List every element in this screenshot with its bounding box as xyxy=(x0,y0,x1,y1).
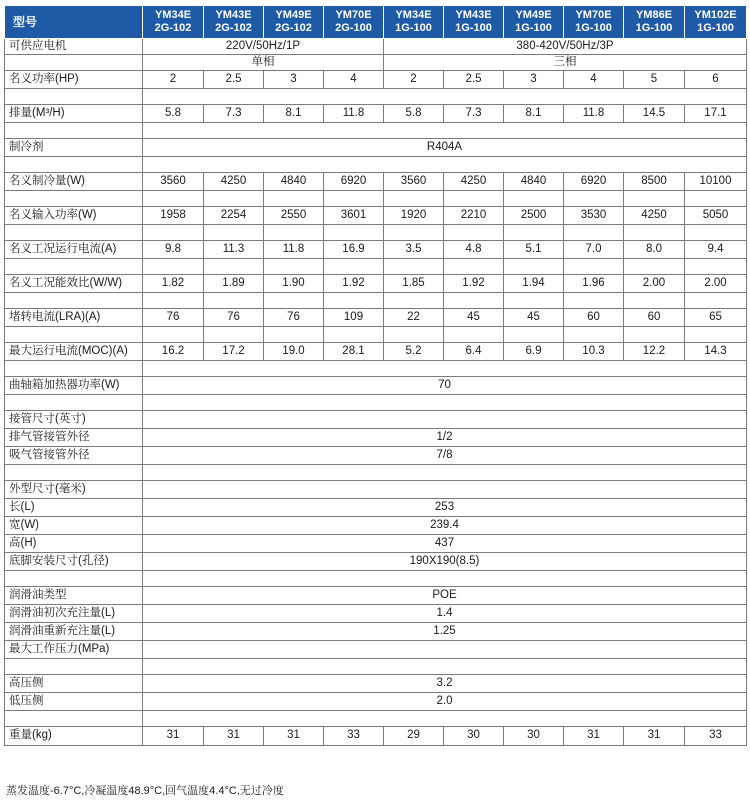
blank-row xyxy=(5,157,747,173)
blank-row xyxy=(5,191,747,207)
value-cell: 45 xyxy=(444,309,504,327)
value-cell: 2 xyxy=(143,71,204,89)
value-cell: 33 xyxy=(324,727,384,746)
value-cell: 76 xyxy=(204,309,264,327)
high-side-value: 3.2 xyxy=(143,675,747,693)
table-row xyxy=(5,535,747,553)
table-row xyxy=(5,377,747,395)
value-cell: 31 xyxy=(143,727,204,746)
value-cell: 31 xyxy=(624,727,685,746)
value-cell: 16.2 xyxy=(143,343,204,361)
three-phase: 三相 xyxy=(384,55,747,71)
blank-row xyxy=(5,395,747,411)
value-cell: 7.3 xyxy=(204,105,264,123)
row-label: 排气管接管外径 xyxy=(5,429,143,447)
width-value: 239.4 xyxy=(143,517,747,535)
value-cell: 22 xyxy=(384,309,444,327)
row-label: 低压侧 xyxy=(5,693,143,711)
model-header: YM49E 1G-100 xyxy=(504,6,564,39)
value-cell: 1.85 xyxy=(384,275,444,293)
single-phase: 单相 xyxy=(143,55,384,71)
spec-sheet xyxy=(4,5,746,746)
blank-row xyxy=(5,89,747,105)
value-cell: 2500 xyxy=(504,207,564,225)
spec-table xyxy=(4,5,747,746)
value-cell: 14.3 xyxy=(685,343,747,361)
model-header: YM43E 2G-102 xyxy=(204,6,264,39)
table-row xyxy=(5,727,747,746)
row-label: 名义功率(HP) xyxy=(5,71,143,89)
row-label: 可供应电机 xyxy=(5,39,143,55)
value-cell: 11.3 xyxy=(204,241,264,259)
oil-recharge-value: 1.25 xyxy=(143,623,747,641)
value-cell: 8.1 xyxy=(264,105,324,123)
row-label: 润滑油初次充注量(L) xyxy=(5,605,143,623)
row-label: 堵转电流(LRA)(A) xyxy=(5,309,143,327)
value-cell: 11.8 xyxy=(564,105,624,123)
oil-initial-value: 1.4 xyxy=(143,605,747,623)
value-cell: 31 xyxy=(204,727,264,746)
value-cell: 4250 xyxy=(444,173,504,191)
row-label: 宽(W) xyxy=(5,517,143,535)
value-cell: 60 xyxy=(624,309,685,327)
table-row xyxy=(5,553,747,571)
value-cell: 2.00 xyxy=(624,275,685,293)
value-cell: 4840 xyxy=(504,173,564,191)
table-row xyxy=(5,481,747,499)
row-label: 润滑油重新充注量(L) xyxy=(5,623,143,641)
model-header: YM43E 1G-100 xyxy=(444,6,504,39)
blank-row xyxy=(5,225,747,241)
value-cell: 31 xyxy=(564,727,624,746)
value-cell: 2.00 xyxy=(685,275,747,293)
length-value: 253 xyxy=(143,499,747,517)
row-label: 名义输入功率(W) xyxy=(5,207,143,225)
value-cell: 8.1 xyxy=(504,105,564,123)
value-cell: 19.0 xyxy=(264,343,324,361)
value-cell: 10.3 xyxy=(564,343,624,361)
value-cell: 30 xyxy=(444,727,504,746)
heater-value: 70 xyxy=(143,377,747,395)
table-row xyxy=(5,517,747,535)
power-voltage-row xyxy=(5,39,747,55)
table-row xyxy=(5,275,747,293)
value-cell: 1.92 xyxy=(324,275,384,293)
section-label: 外型尺寸(毫米) xyxy=(5,481,143,499)
value-cell: 4250 xyxy=(204,173,264,191)
row-label: 吸气管接管外径 xyxy=(5,447,143,465)
value-cell: 33 xyxy=(685,727,747,746)
table-row xyxy=(5,429,747,447)
value-cell: 1.82 xyxy=(143,275,204,293)
spacer-cell xyxy=(5,55,143,71)
value-cell: 76 xyxy=(264,309,324,327)
table-row xyxy=(5,173,747,191)
table-row xyxy=(5,499,747,517)
value-cell: 2550 xyxy=(264,207,324,225)
value-cell: 3560 xyxy=(143,173,204,191)
low-side-value: 2.0 xyxy=(143,693,747,711)
value-cell: 60 xyxy=(564,309,624,327)
value-cell: 5.1 xyxy=(504,241,564,259)
blank-row xyxy=(5,293,747,309)
blank-row xyxy=(5,259,747,275)
value-cell: 7.0 xyxy=(564,241,624,259)
value-cell: 3530 xyxy=(564,207,624,225)
table-row xyxy=(5,71,747,89)
table-row xyxy=(5,587,747,605)
row-label: 名义工况运行电流(A) xyxy=(5,241,143,259)
value-cell: 30 xyxy=(504,727,564,746)
value-cell: 1.89 xyxy=(204,275,264,293)
value-cell: 2254 xyxy=(204,207,264,225)
table-row xyxy=(5,411,747,429)
value-cell: 4 xyxy=(324,71,384,89)
value-cell: 6.4 xyxy=(444,343,504,361)
value-cell: 29 xyxy=(384,727,444,746)
value-cell: 3.5 xyxy=(384,241,444,259)
model-header: YM34E 2G-102 xyxy=(143,6,204,39)
value-cell: 76 xyxy=(143,309,204,327)
value-cell: 4840 xyxy=(264,173,324,191)
table-row xyxy=(5,207,747,225)
value-cell: 8500 xyxy=(624,173,685,191)
value-cell: 4 xyxy=(564,71,624,89)
blank-row xyxy=(5,465,747,481)
value-cell: 6920 xyxy=(564,173,624,191)
value-cell: 2210 xyxy=(444,207,504,225)
value-cell: 14.5 xyxy=(624,105,685,123)
value-cell: 6.9 xyxy=(504,343,564,361)
height-value: 437 xyxy=(143,535,747,553)
row-label: 底脚安装尺寸(孔径) xyxy=(5,553,143,571)
blank-row xyxy=(5,571,747,587)
model-header: YM86E 1G-100 xyxy=(624,6,685,39)
foot-value: 190X190(8.5) xyxy=(143,553,747,571)
model-header: YM70E 2G-100 xyxy=(324,6,384,39)
blank-row xyxy=(5,123,747,139)
model-header: YM70E 1G-100 xyxy=(564,6,624,39)
row-label: 高压侧 xyxy=(5,675,143,693)
row-label: 润滑油类型 xyxy=(5,587,143,605)
value-cell: 12.2 xyxy=(624,343,685,361)
value-cell: 4.8 xyxy=(444,241,504,259)
value-cell: 9.8 xyxy=(143,241,204,259)
blank-row xyxy=(5,361,747,377)
value-cell: 17.2 xyxy=(204,343,264,361)
value-cell: 4250 xyxy=(624,207,685,225)
power-phase-row xyxy=(5,55,747,71)
value-cell: 65 xyxy=(685,309,747,327)
value-cell: 10100 xyxy=(685,173,747,191)
single-voltage: 220V/50Hz/1P xyxy=(143,39,384,55)
value-cell: 31 xyxy=(264,727,324,746)
value-cell: 1.96 xyxy=(564,275,624,293)
section-label: 最大工作压力(MPa) xyxy=(5,641,143,659)
value-cell: 5.8 xyxy=(143,105,204,123)
value-cell: 9.4 xyxy=(685,241,747,259)
blank-row xyxy=(5,327,747,343)
value-cell: 8.0 xyxy=(624,241,685,259)
value-cell: 3601 xyxy=(324,207,384,225)
header-row xyxy=(5,6,747,39)
value-cell: 6 xyxy=(685,71,747,89)
discharge-value: 1/2 xyxy=(143,429,747,447)
value-cell: 1.90 xyxy=(264,275,324,293)
table-row xyxy=(5,447,747,465)
blank-row xyxy=(5,711,747,727)
value-cell: 5050 xyxy=(685,207,747,225)
table-row xyxy=(5,139,747,157)
value-cell: 11.8 xyxy=(324,105,384,123)
value-cell: 45 xyxy=(504,309,564,327)
row-label: 制冷剂 xyxy=(5,139,143,157)
value-cell: 5.8 xyxy=(384,105,444,123)
refrigerant-value: R404A xyxy=(143,139,747,157)
section-label: 接管尺寸(英寸) xyxy=(5,411,143,429)
value-cell: 5.2 xyxy=(384,343,444,361)
row-label: 排量(M³/H) xyxy=(5,105,143,123)
value-cell: 3560 xyxy=(384,173,444,191)
model-header: YM49E 2G-102 xyxy=(264,6,324,39)
row-label: 重量(kg) xyxy=(5,727,143,746)
value-cell: 5 xyxy=(624,71,685,89)
value-cell: 28.1 xyxy=(324,343,384,361)
three-voltage: 380-420V/50Hz/3P xyxy=(384,39,747,55)
value-cell: 1920 xyxy=(384,207,444,225)
value-cell: 6920 xyxy=(324,173,384,191)
row-label: 长(L) xyxy=(5,499,143,517)
oil-type-value: POE xyxy=(143,587,747,605)
suction-value: 7/8 xyxy=(143,447,747,465)
value-cell: 16.9 xyxy=(324,241,384,259)
value-cell: 11.8 xyxy=(264,241,324,259)
table-row xyxy=(5,675,747,693)
row-label: 名义制冷量(W) xyxy=(5,173,143,191)
table-row xyxy=(5,605,747,623)
blank-row xyxy=(5,659,747,675)
value-cell: 17.1 xyxy=(685,105,747,123)
value-cell: 2 xyxy=(384,71,444,89)
value-cell: 3 xyxy=(504,71,564,89)
table-row xyxy=(5,623,747,641)
table-row xyxy=(5,693,747,711)
table-row xyxy=(5,105,747,123)
table-row xyxy=(5,241,747,259)
table-row xyxy=(5,309,747,327)
row-label: 曲轴箱加热器功率(W) xyxy=(5,377,143,395)
row-label: 高(H) xyxy=(5,535,143,553)
row-label: 名义工况能效比(W/W) xyxy=(5,275,143,293)
header-label: 型号 xyxy=(5,6,143,39)
value-cell: 7.3 xyxy=(444,105,504,123)
value-cell: 2.5 xyxy=(204,71,264,89)
value-cell: 1.94 xyxy=(504,275,564,293)
value-cell: 3 xyxy=(264,71,324,89)
value-cell: 2.5 xyxy=(444,71,504,89)
footnote: 蒸发温度-6.7°C,冷凝温度48.9°C,回气温度4.4°C,无过冷度 xyxy=(6,785,284,797)
row-label: 最大运行电流(MOC)(A) xyxy=(5,343,143,361)
model-header: YM102E 1G-100 xyxy=(685,6,747,39)
table-row xyxy=(5,641,747,659)
value-cell: 109 xyxy=(324,309,384,327)
model-header: YM34E 1G-100 xyxy=(384,6,444,39)
value-cell: 1958 xyxy=(143,207,204,225)
value-cell: 1.92 xyxy=(444,275,504,293)
table-row xyxy=(5,343,747,361)
